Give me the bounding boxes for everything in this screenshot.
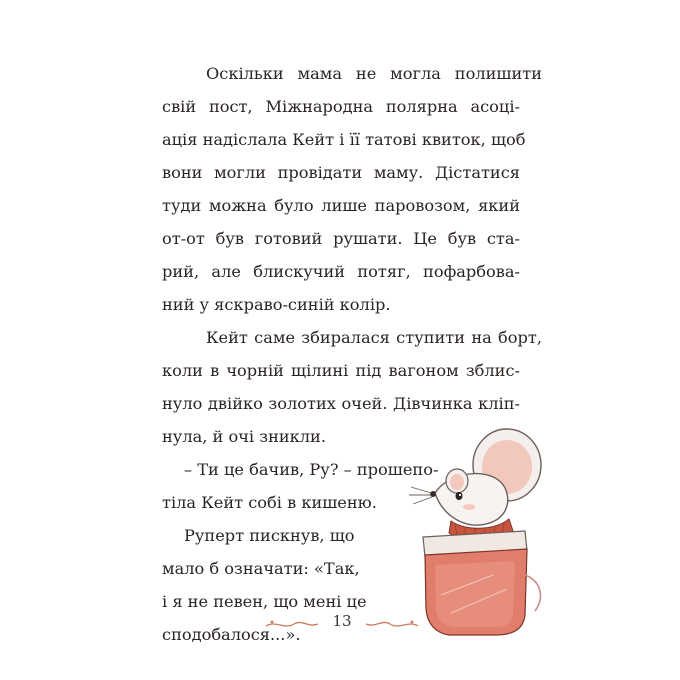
text-line: свій пост, Міжнародна полярна асоці- [162, 97, 520, 116]
page-footer [262, 608, 422, 638]
text-line: рий, але блискучий потяг, пофарбова- [162, 262, 520, 281]
text-line: ний у яскраво-синій колір. [162, 295, 391, 314]
text-line: Руперт пискнув, що [184, 526, 355, 545]
page-number: 13 [332, 612, 352, 630]
text-line: нула, й очі зникли. [162, 427, 326, 446]
text-line: мало б означати: «Так, [162, 559, 360, 578]
text-line: Оскільки мама не могла полишити [206, 64, 542, 83]
text-line: – Ти це бачив, Ру? – прошепо- [184, 460, 439, 479]
text-line: сподобалося...». [162, 625, 301, 644]
text-line: ація надіслала Кейт і її татові квиток, щоб [162, 130, 526, 149]
text-line: тіла Кейт собі в кишеню. [162, 493, 377, 512]
text-line: вони могли провідати маму. Дістатися [162, 163, 520, 182]
text-line: туди можна було лише паровозом, який [162, 196, 520, 215]
text-line: коли в чорній щілині під вагоном зблис- [162, 361, 520, 380]
text-line: Кейт саме збиралася ступити на борт, [206, 328, 542, 347]
text-line: от-от був готовий рушати. Це був ста- [162, 229, 520, 248]
text-line: і я не певен, що мені це [162, 592, 367, 611]
text-line: нуло двійко золотих очей. Дівчинка кліп- [162, 394, 520, 413]
